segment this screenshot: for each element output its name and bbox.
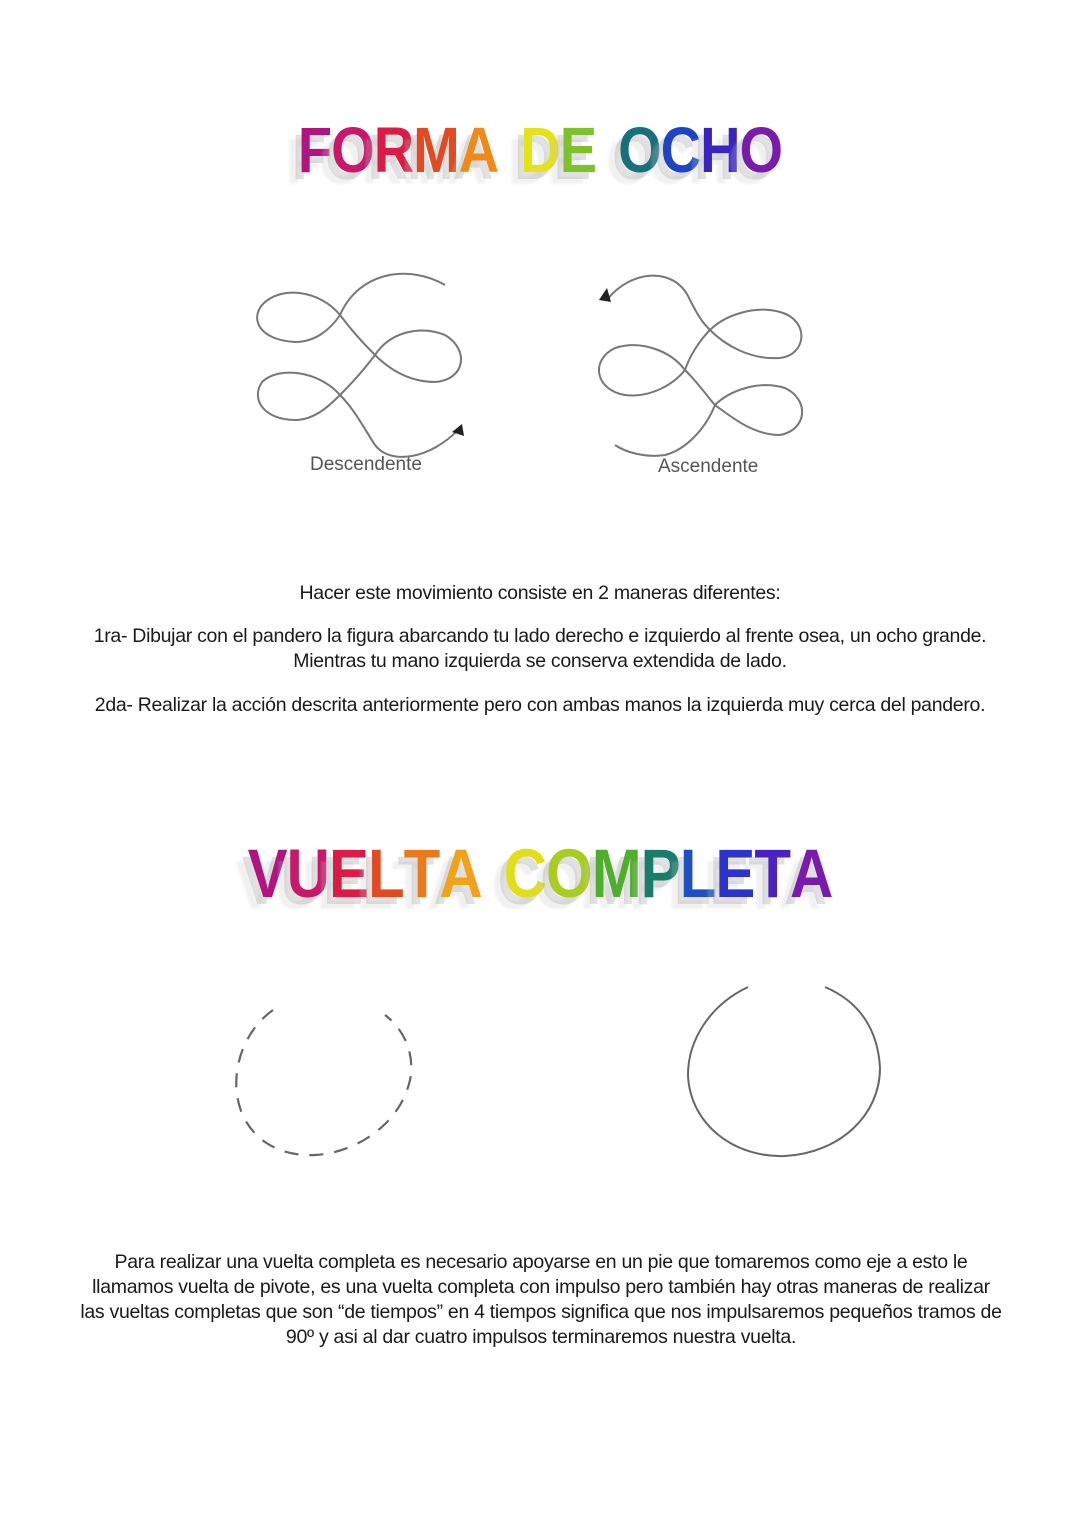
wordart-letter: E [559, 113, 597, 186]
label-descendente: Descendente [310, 454, 422, 475]
wordart-letter: E [328, 834, 369, 912]
wordart-letter: M [591, 834, 641, 912]
wordart-letter: T [754, 834, 791, 912]
section-title-forma-de-ocho [0, 113, 1080, 186]
section-title-vuelta-completa [0, 834, 1080, 912]
wordart-letter: O [546, 834, 592, 912]
wordart-letter: O [331, 113, 374, 186]
figure-eight-ascendente-diagram [585, 260, 825, 490]
wordart-letter: C [660, 113, 701, 186]
vuelta-paragraph: Para realizar una vuelta completa es necesario apoyarse en un pie que tomaremos como eje a esto le llamamos vuelta de pivote, es una vuelta completa con impulso pero también hay otras maneras de realizar las vueltas completas que son “de tiempos” en 4 tiempos significa que nos impulsaremos pequeños tramos de 90º y asi al dar cuatro impulsos terminaremos nuestra vuelta. [80, 1251, 1002, 1348]
wordart-letter: A [458, 113, 499, 186]
wordart-letter: R [373, 113, 414, 186]
wordart-letter: D [520, 113, 560, 186]
wordart-letter: A [790, 834, 833, 912]
figure-eight-descendente-diagram [240, 260, 490, 490]
wordart-letter: T [403, 834, 440, 912]
wordart-letter: A [439, 834, 482, 912]
wordart-letter: O [739, 113, 783, 186]
wordart-letter: C [503, 834, 547, 912]
wordart-letter: M [413, 113, 459, 186]
dashed-circle-diagram [225, 995, 425, 1170]
step-1-text: 1ra- Dibujar con el pandero la figura abarcando tu lado derecho e izquierdo al frente osea, un ocho grande. Mientras tu mano izquierda se conserva extendida de lado. [93, 625, 987, 672]
wordart-letter: L [368, 834, 404, 912]
step-2-text: 2da- Realizar la acción descrita anteriormente pero con ambas manos la izquierda muy cerca del pandero. [94, 694, 986, 716]
solid-circle-diagram [680, 980, 890, 1165]
wordart-letter: H [700, 113, 740, 186]
label-ascendente: Ascendente [658, 456, 759, 477]
wordart-letter: O [618, 113, 661, 186]
wordart-letter: V [247, 834, 287, 912]
intro-text: Hacer este movimiento consiste en 2 maneras diferentes: [299, 582, 781, 604]
wordart-letter: U [286, 834, 329, 912]
wordart-letter: F [297, 113, 332, 186]
wordart-letter: P [640, 834, 680, 912]
wordart-letter: L [679, 834, 716, 912]
wordart-letter: E [715, 834, 755, 912]
